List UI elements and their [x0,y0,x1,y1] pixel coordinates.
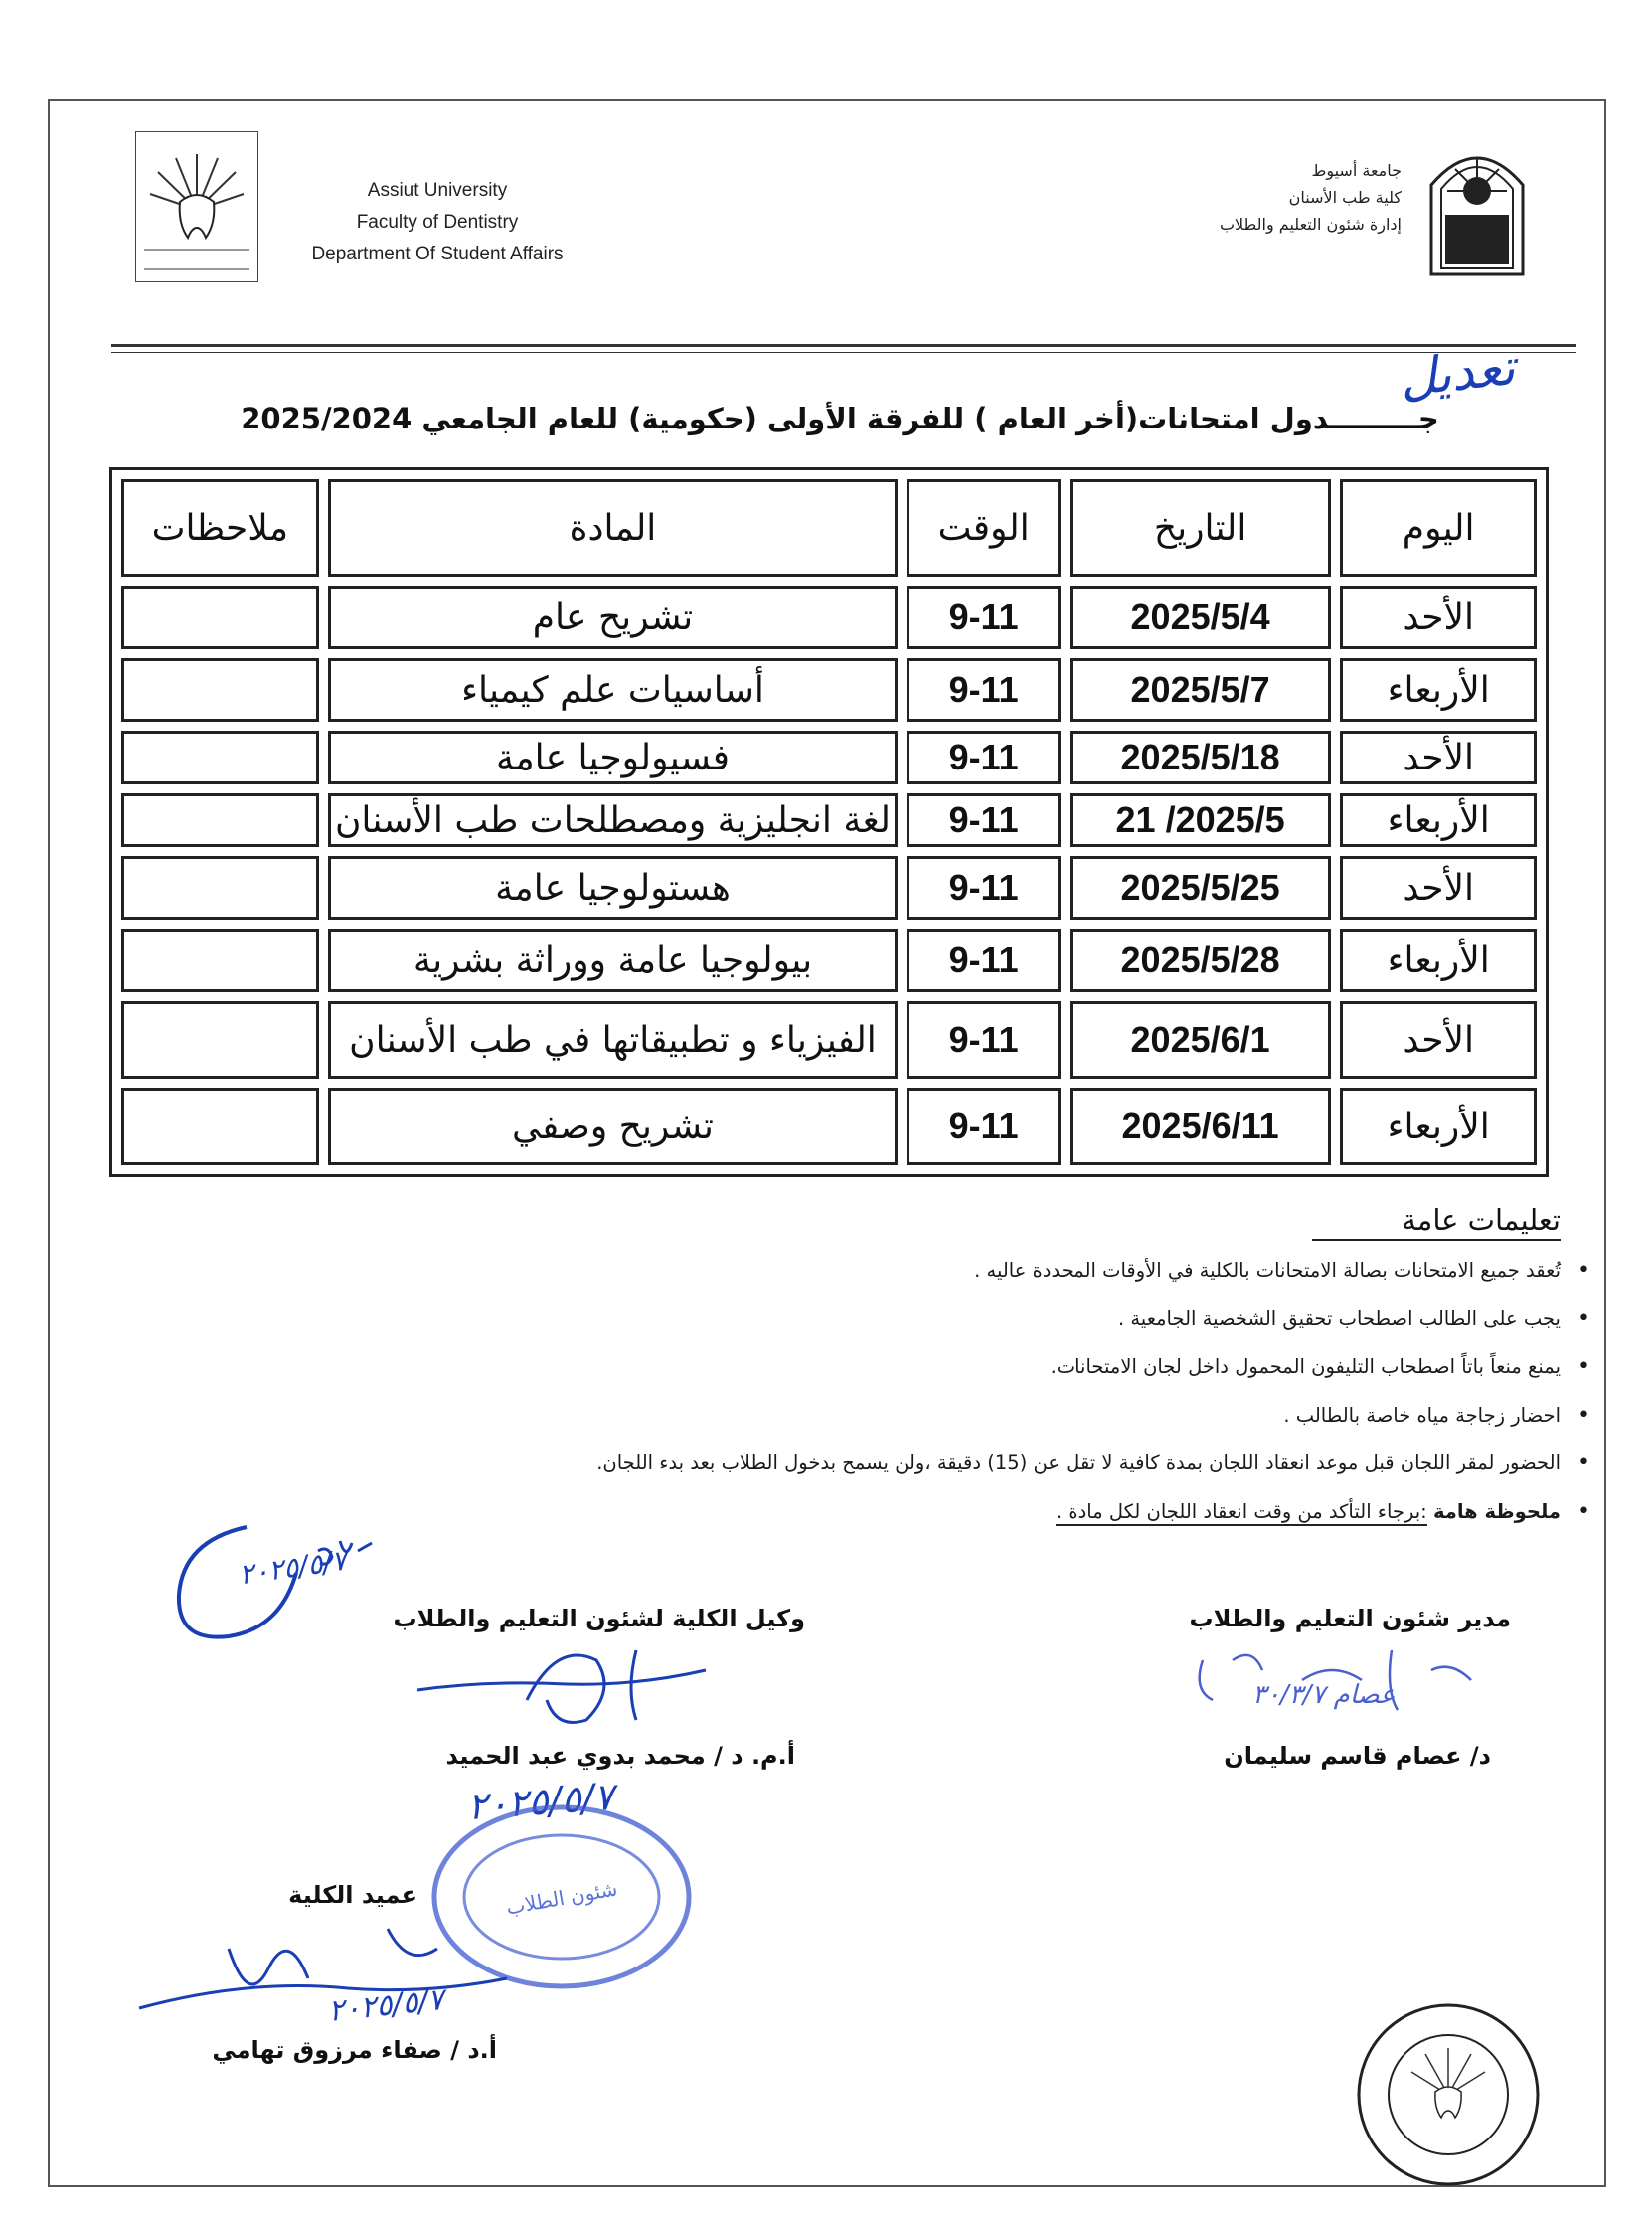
cell-date: 2025/5/25 [1070,856,1331,920]
cell-time: 9-11 [907,658,1061,722]
handwritten-date-top: ٢٠٢٥/٥/٧ [237,1543,349,1592]
cell-date: 2025/6/11 [1070,1088,1331,1165]
cell-day: الأحد [1340,731,1537,784]
table-row [121,1001,1537,1079]
cell-date: 2025/5/4 [1070,586,1331,649]
cell-notes [121,793,319,847]
table-row [121,586,1537,649]
header-time: الوقت [907,479,1061,577]
table-row [121,929,1537,992]
exam-schedule-table [109,467,1549,1177]
cell-day: الأربعاء [1340,658,1537,722]
cell-time: 9-11 [907,731,1061,784]
header-day: اليوم [1340,479,1537,577]
note-text: :برجاء التأكد من وقت انعقاد اللجان لكل مادة . [1056,1500,1427,1526]
handwritten-date: ٢٠٢٥/٥/٧ [465,1774,616,1829]
cell-subject: تشريح عام [328,586,899,649]
cell-time: 9-11 [907,1088,1061,1165]
header-subject: المادة [328,479,899,577]
vice-dean-title: وكيل الكلية لشئون التعليم والطلاب [393,1605,805,1632]
cell-time: 9-11 [907,929,1061,992]
cell-time: 9-11 [907,793,1061,847]
table-row [121,793,1537,847]
faculty-logo [135,131,258,282]
cell-date: 2025/6/1 [1070,1001,1331,1079]
instructions-title: تعليمات عامة [1312,1203,1561,1241]
cell-subject: بيولوجيا عامة ووراثة بشرية [328,929,899,992]
table-row [121,731,1537,784]
list-item: • احضار زجاجة مياه خاصة بالطالب . [199,1403,1561,1428]
cell-day: الأربعاء [1340,929,1537,992]
cell-notes [121,586,319,649]
dean-title: عميد الكلية [288,1881,417,1909]
university-logo [1425,137,1529,276]
cell-time: 9-11 [907,1001,1061,1079]
table-header-row [121,479,1537,577]
cell-notes [121,1088,319,1165]
dean-handwritten-date: ٢٠٢٥/٥/٧ [326,1981,446,2030]
director-name: د/ عصام قاسم سليمان [1224,1742,1491,1770]
cell-time: 9-11 [907,586,1061,649]
director-handwritten-date: عصام ٣٠/٣/٧ [1252,1680,1396,1710]
cell-time: 9-11 [907,856,1061,920]
dean-signature [129,1909,527,2038]
vice-dean-name: أ.م. د / محمد بدوي عبد الحميد [445,1742,795,1770]
instructions-list [199,1258,1588,1547]
list-item: • الحضور لمقر اللجان قبل موعد انعقاد اللجان بمدة كافية لا تقل عن (15) دقيقة ،ولن يسمح بدخول الطلاب بعد بدء اللجان. [199,1451,1561,1475]
cell-subject: أساسيات علم كيمياء [328,658,899,722]
cell-subject: لغة انجليزية ومصطلحات طب الأسنان [328,793,899,847]
cell-notes [121,856,319,920]
svg-text:شئون الطلاب: شئون الطلاب [504,1876,619,1920]
cell-day: الأحد [1340,586,1537,649]
header-rule-thick [111,344,1576,347]
department-ar: إدارة شئون التعليم والطلاب [1219,215,1402,234]
header-rule-thin [111,352,1576,353]
faculty-ar: كلية طب الأسنان [1288,188,1402,207]
cell-subject: تشريح وصفي [328,1088,899,1165]
cell-subject: الفيزياء و تطبيقاتها في طب الأسنان [328,1001,899,1079]
university-name-english [278,175,596,270]
list-item: • يجب على الطالب اصطحاب تحقيق الشخصية الجامعية . [199,1306,1561,1331]
cell-day: الأحد [1340,856,1537,920]
note-label: ملحوظة هامة [1432,1499,1561,1523]
official-faculty-seal [1354,2000,1543,2189]
table-row [121,1088,1537,1165]
list-item: • يمنع منعاً باتاً اصطحاب التليفون المحمول داخل لجان الامتحانات. [199,1354,1561,1379]
page-title: جـــــــــدول امتحانات(أخر العام ) للفرقة الأولى (حكومية) للعام الجامعي 2025/2024 [241,402,1439,435]
cell-date: 2025/5/28 [1070,929,1331,992]
cell-notes [121,731,319,784]
faculty-en: Faculty of Dentistry [356,212,519,233]
cell-date: 2025/5/18 [1070,731,1331,784]
tooth-sunburst-icon [136,132,257,281]
cell-notes [121,1001,319,1079]
cell-day: الأربعاء [1340,1088,1537,1165]
cell-subject: هستولوجيا عامة [328,856,899,920]
table-row [121,658,1537,722]
cell-date: 2025/5/7 [1070,658,1331,722]
university-en: Assiut University [367,180,508,201]
dean-name: أ.د / صفاء مرزوق تهامي [212,2036,497,2064]
university-name-arabic [1153,157,1402,238]
cell-subject: فسيولوجيا عامة [328,731,899,784]
director-title: مدير شئون التعليم والطلاب [1189,1605,1511,1632]
vice-dean-initials-signature [169,1511,408,1670]
university-emblem-icon [1425,137,1529,276]
cell-day: الأحد [1340,1001,1537,1079]
cell-date: 2025/5/ 21 [1070,793,1331,847]
table-row [121,856,1537,920]
cell-day: الأربعاء [1340,793,1537,847]
list-item: • تُعقد جميع الامتحانات بصالة الامتحانات بالكلية في الأوقات المحددة عاليه . [199,1258,1561,1282]
handwritten-amendment-note: تعديل [1397,338,1518,408]
header-notes: ملاحظات [121,479,319,577]
cell-notes [121,929,319,992]
cell-notes [121,658,319,722]
vice-dean-signature [408,1630,726,1740]
university-ar: جامعة أسيوط [1311,161,1402,180]
header-date: التاريخ [1070,479,1331,577]
department-en: Department Of Student Affairs [311,244,564,264]
